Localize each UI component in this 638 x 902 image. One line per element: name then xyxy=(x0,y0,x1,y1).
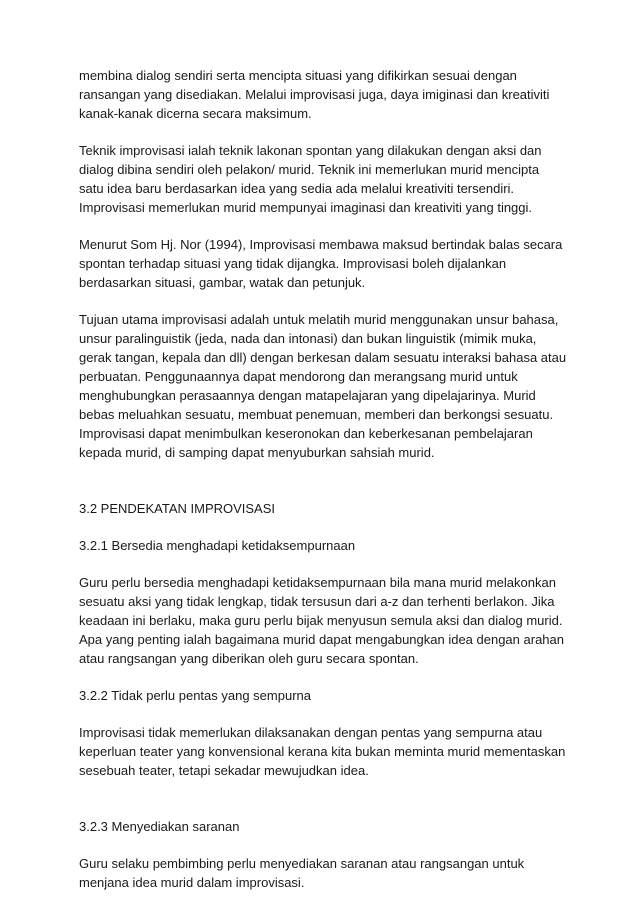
text-line: gerak tangan, kepala dan dll) dengan berkesan dalam sesuatu interaksi bahasa atau xyxy=(79,350,567,365)
text-line: bebas meluahkan sesuatu, membuat penemuan, memberi dan berkongsi sesuatu. xyxy=(79,407,554,422)
text-line: dialog dibina sendiri oleh pelakon/ murid. Teknik ini memerlukan murid mencipta xyxy=(79,162,540,177)
document-page xyxy=(79,66,569,892)
text-line: Improvisasi memerlukan murid mempunyai imaginasi dan kreativiti yang tinggi. xyxy=(79,200,533,215)
section-heading xyxy=(79,499,569,518)
subsection-heading xyxy=(79,686,569,705)
text-line: Menurut Som Hj. Nor (1994), Improvisasi membawa maksud bertindak balas secara xyxy=(79,237,563,252)
paragraph-tujuan-utama xyxy=(79,310,569,462)
text-line: 3.2.3 Menyediakan saranan xyxy=(79,819,240,834)
text-line: ransangan yang disediakan. Melalui improvisasi juga, daya imiginasi dan kreativiti xyxy=(79,87,550,102)
text-line: sesebuah teater, tetapi sekadar mewujudkan idea. xyxy=(79,763,369,778)
paragraph-saranan xyxy=(79,854,569,892)
text-line: berdasarkan situasi, gambar, watak dan petunjuk. xyxy=(79,275,366,290)
text-line: Teknik improvisasi ialah teknik lakonan spontan yang dilakukan dengan aksi dan xyxy=(79,143,542,158)
text-line: spontan terhadap situasi yang tidak dijangka. Improvisasi boleh dijalankan xyxy=(79,256,507,271)
text-line: Apa yang penting ialah bagaimana murid dapat mengabungkan idea dengan arahan xyxy=(79,632,564,647)
paragraph-som-hj-nor xyxy=(79,235,569,292)
text-line: atau rangsangan yang diberikan oleh guru secara spontan. xyxy=(79,651,419,666)
text-line: kepada murid, di samping dapat menyuburkan sahsiah murid. xyxy=(79,445,435,460)
paragraph-intro-continuation xyxy=(79,66,569,123)
text-line: Improvisasi dapat menimbulkan keseronokan dan keberkesanan pembelajaran xyxy=(79,426,533,441)
text-line: 3.2 PENDEKATAN IMPROVISASI xyxy=(79,501,276,516)
text-line: 3.2.1 Bersedia menghadapi ketidaksempurnaan xyxy=(79,538,356,553)
text-line: membina dialog sendiri serta mencipta situasi yang difikirkan sesuai dengan xyxy=(79,68,517,83)
text-line: perbuatan. Penggunaannya dapat mendorong dan merangsang murid untuk xyxy=(79,369,518,384)
paragraph-teknik-improvisasi xyxy=(79,141,569,217)
text-line: menghubungkan perasaannya dengan matapelajaran yang dipelajarinya. Murid xyxy=(79,388,536,403)
text-line: menjana idea murid dalam improvisasi. xyxy=(79,875,305,890)
text-line: Guru perlu bersedia menghadapi ketidaksempurnaan bila mana murid melakonkan xyxy=(79,575,556,590)
text-line: keperluan teater yang konvensional kerana kita bukan meminta murid mementaskan xyxy=(79,744,566,759)
text-line: satu idea baru berdasarkan idea yang sedia ada melalui kreativiti tersendiri. xyxy=(79,181,515,196)
text-line: kanak-kanak dicerna secara maksimum. xyxy=(79,106,312,121)
text-line: unsur paralinguistik (jeda, nada dan intonasi) dan bukan linguistik (mimik muka, xyxy=(79,331,537,346)
text-line: Tujuan utama improvisasi adalah untuk melatih murid menggunakan unsur bahasa, xyxy=(79,312,559,327)
text-line: Improvisasi tidak memerlukan dilaksanakan dengan pentas yang sempurna atau xyxy=(79,725,543,740)
text-line: keadaan ini berlaku, maka guru perlu bijak menyusun semula aksi dan dialog murid. xyxy=(79,613,563,628)
text-line: 3.2.2 Tidak perlu pentas yang sempurna xyxy=(79,688,311,703)
text-line: sesuatu aksi yang tidak lengkap, tidak tersusun dari a-z dan terhenti berlakon. Jika xyxy=(79,594,555,609)
subsection-heading xyxy=(79,817,569,836)
paragraph-pentas xyxy=(79,723,569,780)
paragraph-ketidaksempurnaan xyxy=(79,573,569,668)
text-line: Guru selaku pembimbing perlu menyediakan saranan atau rangsangan untuk xyxy=(79,856,525,871)
subsection-heading xyxy=(79,536,569,555)
